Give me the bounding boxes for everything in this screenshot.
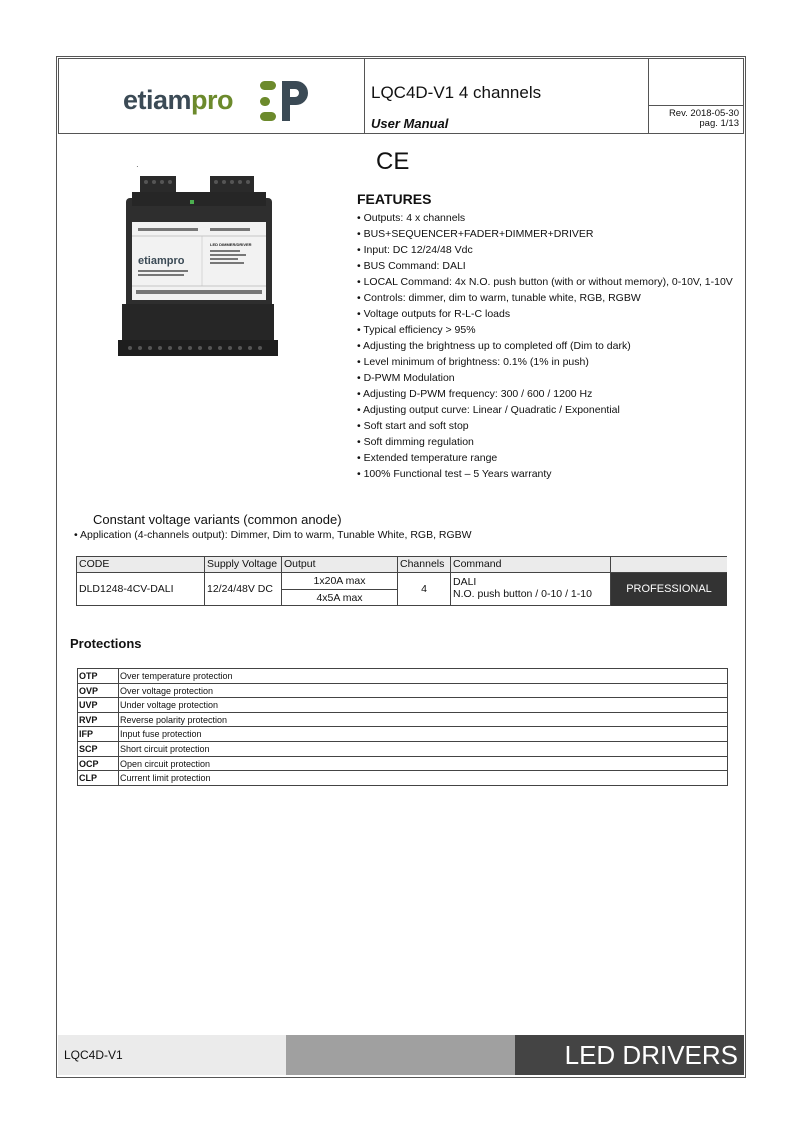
header-command: Command — [451, 557, 611, 573]
cell-code: DLD1248-4CV-DALI — [77, 573, 205, 606]
protection-desc: Under voltage protection — [120, 700, 219, 711]
feature-item: • Outputs: 4 x channels — [357, 212, 466, 224]
feature-item: • 100% Functional test – 5 Years warranty — [357, 468, 552, 480]
image-dot: · — [136, 162, 139, 171]
device-label-heading: LED DIMMER/DRIVER — [210, 242, 252, 247]
header-supply: Supply Voltage — [205, 557, 282, 573]
feature-item: • Adjusting the brightness up to completed off (Dim to dark) — [357, 340, 631, 352]
feature-item: • LOCAL Command: 4x N.O. push button (with or without memory), 0-10V, 1-10V — [357, 276, 733, 288]
revision-info — [669, 109, 739, 129]
feature-item: • Controls: dimmer, dim to warm, tunable white, RGB, RGBW — [357, 292, 641, 304]
protection-code: OTP — [78, 669, 119, 683]
features-title: FEATURES — [357, 191, 432, 207]
footer-category: LED DRIVERS — [564, 1040, 738, 1070]
features-list — [357, 210, 737, 482]
protection-desc: Over voltage protection — [120, 685, 214, 696]
header-code: CODE — [77, 557, 205, 573]
protection-desc: Short circuit protection — [120, 743, 210, 754]
protection-desc: Reverse polarity protection — [120, 714, 228, 725]
table-row — [78, 684, 727, 699]
revision-date: Rev. 2018-05-30 — [668, 108, 739, 119]
protection-desc: Open circuit protection — [120, 758, 211, 769]
feature-item: • Adjusting D-PWM frequency: 300 / 600 / 1200 Hz — [357, 388, 593, 400]
header-output: Output — [282, 557, 398, 573]
feature-item: • BUS Command: DALI — [357, 260, 466, 272]
feature-item: • Level minimum of brightness: 0.1% (1% in push) — [357, 356, 589, 368]
document-subtitle: User Manual — [371, 116, 449, 131]
feature-item: • Adjusting output curve: Linear / Quadratic / Exponential — [357, 404, 620, 416]
feature-item: • Extended temperature range — [357, 452, 498, 464]
logo-mark-icon — [258, 79, 308, 123]
logo-wordmark — [123, 85, 233, 116]
footer-spacer-block — [286, 1035, 515, 1075]
feature-item: • Typical efficiency > 95% — [357, 324, 476, 336]
protection-code: CLP — [78, 771, 119, 785]
document-header — [58, 58, 744, 134]
protection-code: UVP — [78, 698, 119, 712]
page-number: pag. 1/13 — [699, 118, 739, 129]
feature-item: • D-PWM Modulation — [357, 372, 455, 384]
table-row — [78, 742, 727, 757]
table-row — [78, 669, 727, 684]
ce-mark-text: CE — [376, 148, 410, 172]
document-footer — [58, 1035, 744, 1075]
protection-code: IFP — [78, 727, 119, 741]
footer-model-block — [58, 1035, 286, 1075]
title-cell — [365, 59, 649, 133]
feature-item: • Soft dimming regulation — [357, 436, 474, 448]
device-label-brand: etiampro — [138, 255, 185, 267]
product-image — [118, 164, 278, 364]
header-tier — [611, 557, 727, 573]
protection-code: OCP — [78, 757, 119, 771]
cell-command — [451, 573, 611, 606]
feature-item: • Voltage outputs for R-L-C loads — [357, 308, 511, 320]
table-row — [78, 713, 727, 728]
cell-supply: 12/24/48V DC — [205, 573, 282, 606]
ce-mark-icon — [374, 148, 412, 172]
revision-cell — [649, 59, 743, 133]
logo-text-part2: pro — [191, 85, 234, 115]
variants-title: Constant voltage variants (common anode) — [93, 512, 342, 527]
table-row — [78, 757, 727, 772]
tier-badge: PROFESSIONAL — [611, 573, 727, 606]
footer-model: LQC4D-V1 — [64, 1048, 123, 1062]
table-row — [78, 698, 727, 713]
etiampro-logo — [123, 77, 313, 125]
variants-application: • Application (4-channels output): Dimmer, Dim to warm, Tunable White, RGB, RGBW — [74, 529, 472, 541]
cell-output-2: 4x5A max — [282, 590, 398, 606]
variants-table — [76, 556, 727, 606]
command-local: N.O. push button / 0-10 / 1-10 — [453, 588, 592, 600]
feature-item: • Input: DC 12/24/48 Vdc — [357, 244, 473, 256]
logo-cell — [59, 59, 365, 133]
features-section — [357, 191, 737, 482]
feature-item: • BUS+SEQUENCER+FADER+DIMMER+DRIVER — [357, 228, 594, 240]
cell-channels: 4 — [398, 573, 451, 606]
protection-code: OVP — [78, 684, 119, 698]
command-bus: DALI — [453, 576, 477, 588]
protection-desc: Current limit protection — [120, 773, 211, 784]
revision-divider — [649, 105, 743, 106]
cell-output-1: 1x20A max — [282, 573, 398, 590]
header-channels: Channels — [398, 557, 451, 573]
table-row — [78, 727, 727, 742]
protection-code: RVP — [78, 713, 119, 727]
protection-desc: Over temperature protection — [120, 671, 233, 681]
protections-title: Protections — [70, 636, 142, 651]
table-row — [78, 771, 727, 786]
footer-category-block — [515, 1035, 744, 1075]
feature-item: • Soft start and soft stop — [357, 420, 469, 432]
logo-text-part1: etiam — [123, 85, 192, 115]
protection-code: SCP — [78, 742, 119, 756]
document-title: LQC4D-V1 4 channels — [371, 83, 542, 102]
protection-desc: Input fuse protection — [120, 729, 202, 740]
protections-table — [77, 668, 728, 786]
